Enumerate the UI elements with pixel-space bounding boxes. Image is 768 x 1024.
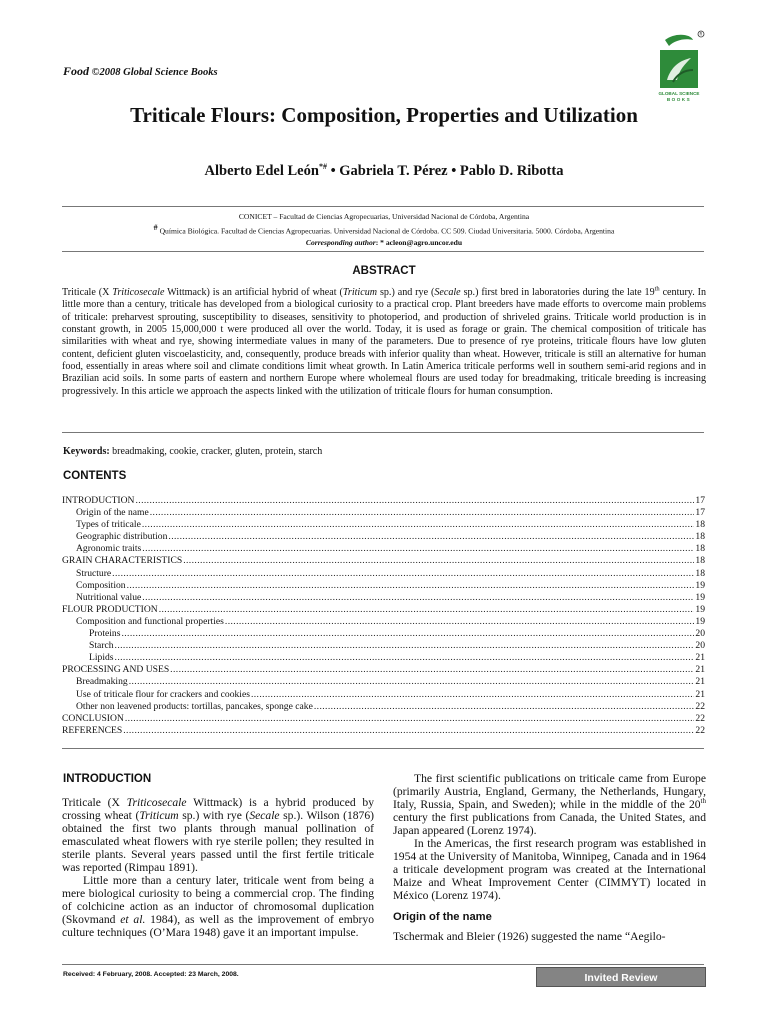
received-dates: Received: 4 February, 2008. Accepted: 23 March, 2008. (63, 971, 239, 978)
divider (62, 964, 704, 965)
toc-item[interactable]: Other non leavened products: tortillas, pancakes, sponge cake ..... 22 (62, 701, 705, 713)
toc-item[interactable]: FLOUR PRODUCTION ..... 19 (62, 604, 705, 616)
keywords-label: Keywords: (63, 446, 110, 457)
toc-item[interactable]: Starch ..... 20 (62, 640, 705, 652)
paper-title: Triticale Flours: Composition, Properties and Utilization (130, 103, 638, 127)
logo-text-1: GLOBAL SCIENCE (658, 91, 700, 96)
author-name: Gabriela T. Pérez (339, 162, 448, 179)
affiliation-2 (0, 223, 768, 236)
author-list (0, 162, 768, 180)
publisher-logo-icon (655, 30, 707, 108)
toc-item[interactable]: PROCESSING AND USES ..... 21 (62, 664, 705, 676)
toc-item[interactable]: Structure ..... 18 (62, 568, 705, 580)
author-marks: *# (318, 162, 327, 171)
section-heading-introduction: INTRODUCTION (63, 773, 152, 785)
toc-item[interactable]: Composition and functional properties ..... 19 (62, 616, 705, 628)
paragraph: Little more than a century later, triticale went from being a mere biological curiosity to being a commercial crop. The finding of colchicine action as an inductor of chromosomal duplication (Skovmand et al. 1984), as well as the improvement of embryo culture techniques (O’Mara 1948) gave it an important impulse. (62, 873, 375, 939)
toc-item[interactable]: CONCLUSION ..... 22 (62, 713, 705, 725)
toc-item[interactable]: Geographic distribution ..... 18 (62, 531, 705, 543)
paragraph: In the Americas, the first research program was established in 1954 at the University of Manitoba, Winnipeg, Canada and in 1964 a triticale development program was created at the International Maize and Wheat Improvement Center (CIMMYT) located in México (Lorenz 1974). (393, 836, 706, 902)
keywords (63, 446, 322, 457)
contents-heading: CONTENTS (63, 470, 127, 482)
journal-header (63, 64, 218, 79)
subsection-heading-origin: Origin of the name (393, 910, 492, 923)
corresponding-email: : * acleon@agro.uncor.edu (375, 238, 463, 247)
author-name: Pablo D. Ribotta (459, 162, 564, 179)
invited-review-badge: Invited Review (536, 967, 706, 987)
right-column (393, 773, 706, 944)
affiliation-text: Química Biológica. Facultad de Ciencias Agropecuarias. Universidad Nacional de Córdoba. CC 509. Ciudad Universitaria. 5000. Córdoba, Argentina (159, 226, 615, 236)
logo-text-2: BOOKS (666, 97, 692, 102)
toc-item[interactable]: Breadmaking ..... 21 (62, 676, 705, 688)
author-separator: • (326, 162, 340, 179)
toc-item[interactable]: Lipids ..... 21 (62, 652, 705, 664)
divider (62, 206, 704, 207)
author-name: Alberto Edel León (204, 162, 319, 179)
corresponding-label: Corresponding author (305, 238, 376, 247)
toc-item[interactable]: Origin of the name ..... 17 (62, 507, 705, 519)
toc-item[interactable]: Use of triticale flour for crackers and cookies ..... 21 (62, 689, 705, 701)
toc-item[interactable]: INTRODUCTION ..... 17 (62, 495, 705, 507)
affiliation-1: CONICET – Facultad de Ciencias Agropecuarias, Universidad Nacional de Córdoba, Argentina (238, 212, 530, 221)
divider (62, 432, 704, 433)
paragraph: Triticale (X Triticosecale Wittmack) is a hybrid produced by crossing wheat (Triticum sp.) with rye (Secale sp.). Wilson (1876) obtained the first two plants through manual pollination of emasculated wheat flowers with rye sterile pollen; they resulted in sterile plants. Several years passed until the first fertile triticale was reported (Rimpau 1891). (62, 796, 375, 874)
corresponding-author (0, 238, 768, 247)
table-of-contents (62, 495, 705, 737)
toc-item[interactable]: Agronomic traits ..... 18 (62, 543, 705, 555)
toc-item[interactable]: Proteins ..... 20 (62, 628, 705, 640)
journal-copyright: ©2008 Global Science Books (91, 67, 218, 78)
author-separator: • (447, 162, 460, 179)
paragraph: Tschermak and Bleier (1926) suggested the name “Aegilo- (393, 930, 666, 944)
toc-item[interactable]: Composition ..... 19 (62, 580, 705, 592)
publisher-logo (655, 30, 707, 108)
left-column (62, 797, 374, 939)
journal-name: Food (63, 64, 90, 78)
toc-item[interactable]: Nutritional value ..... 19 (62, 592, 705, 604)
abstract-text: Triticale (X Triticosecale Wittmack) is an artificial hybrid of wheat (Triticum sp.) and rye (Secale sp.) first bred in laboratories during the late 19th century. In little more than a century, triticale has developed from a biological curiosity to a practical crop. Plant breeders have made efforts to overcome main problems of triticale: preharvest sprouting, susceptibility to diseases, sensitivity to photoperiod, and production of shriveled grains. Triticale world production is in constant growth, in 2005 15,000,000 t were produced all over the world. Today, it is used as forage or grain. The chemical composition of triticale has similarities with wheat and rye, showing intermediate values in many of the parameters. Due to presence of rye proteins, triticale flours have low gluten content, deficient gluten viscoelasticity, and, consequently, produce breads with inferior quality than wheat. However, triticale is still an alternative for human food, essentially in areas where soil and climate conditions limit wheat growth. In Latin America triticale performs well in southern semi-arid regions and in Brazilian acid soils. In some parts of eastern and northern Europe where wholemeal flours are used today for breadmaking, triticale breeding is increasing progressively. In this article we approach the aspects linked with the utilization of triticale flours for human consumption. (62, 285, 707, 397)
divider (62, 251, 704, 252)
affiliation-mark: # (153, 223, 158, 232)
toc-item[interactable]: REFERENCES ..... 22 (62, 725, 705, 737)
divider (62, 748, 704, 749)
abstract-heading: ABSTRACT (352, 265, 416, 277)
svg-text:R: R (699, 31, 703, 37)
paragraph: The first scientific publications on triticale came from Europe (primarily Austria, England, Germany, the Netherlands, Hungary, Italy, Russia, Spain, and Sweden); while in the middle of the 20th century the first publications from Canada, the United States, and Japan appeared (Lorenz 1974). (393, 772, 706, 837)
keywords-value: breadmaking, cookie, cracker, gluten, protein, starch (109, 446, 323, 457)
toc-item[interactable]: GRAIN CHARACTERISTICS ..... 18 (62, 555, 705, 567)
toc-item[interactable]: Types of triticale ..... 18 (62, 519, 705, 531)
